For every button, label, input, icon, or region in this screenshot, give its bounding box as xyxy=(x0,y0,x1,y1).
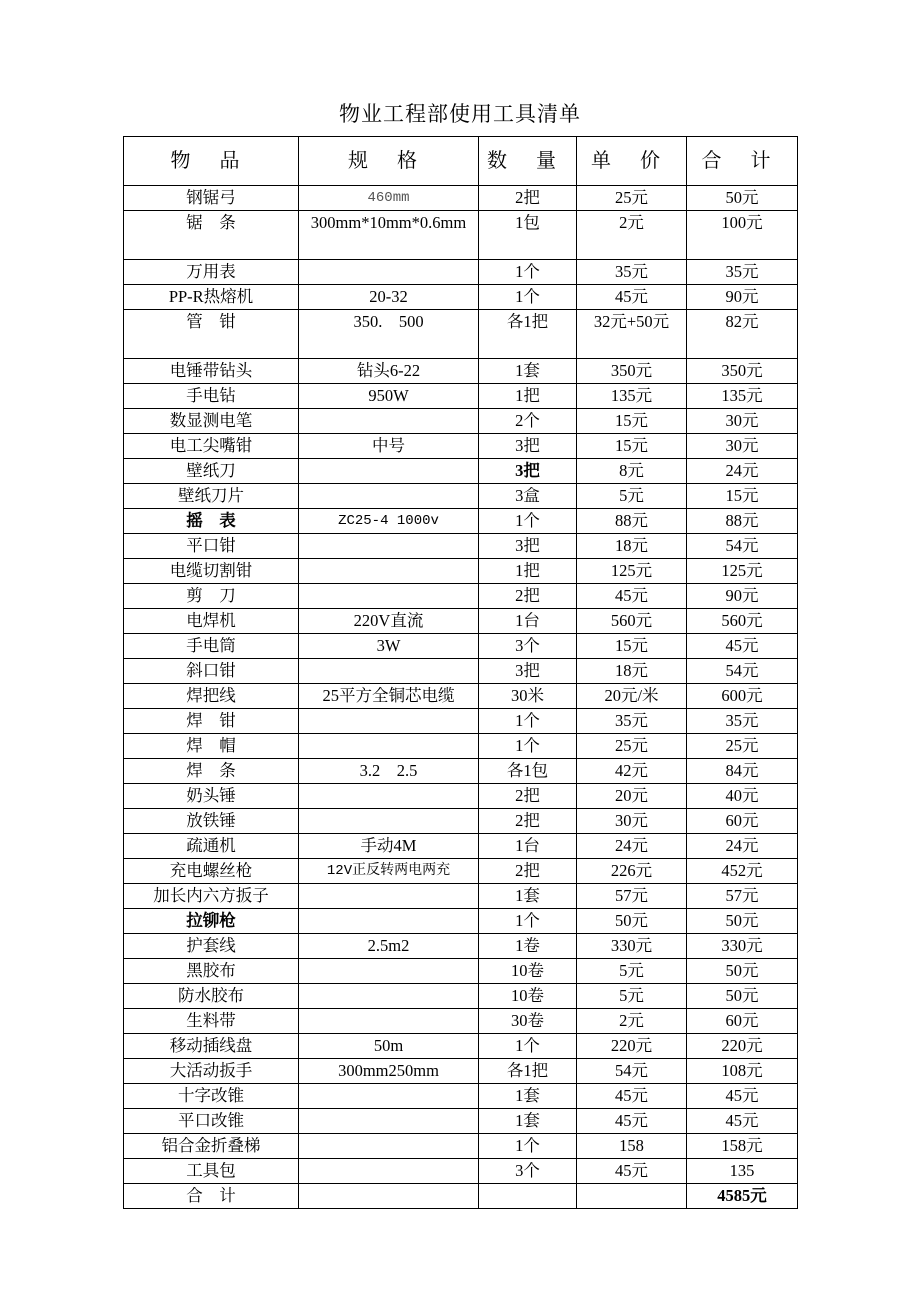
cell-qty: 1包 xyxy=(479,211,577,260)
cell-total: 90元 xyxy=(687,285,798,310)
cell-total: 560元 xyxy=(687,609,798,634)
cell-price: 350元 xyxy=(577,359,687,384)
cell-spec xyxy=(299,459,479,484)
cell-total: 88元 xyxy=(687,509,798,534)
cell-price: 35元 xyxy=(577,709,687,734)
table-row xyxy=(124,211,798,260)
cell-total: 50元 xyxy=(687,959,798,984)
table-row xyxy=(124,859,798,884)
cell-spec: 350. 500 xyxy=(299,310,479,359)
cell-name: 大活动扳手 xyxy=(124,1059,299,1084)
cell-spec xyxy=(299,1109,479,1134)
table-row xyxy=(124,434,798,459)
table-row xyxy=(124,709,798,734)
cell-price: 54元 xyxy=(577,1059,687,1084)
cell-total: 50元 xyxy=(687,984,798,1009)
cell-spec: 3W xyxy=(299,634,479,659)
cell-price: 35元 xyxy=(577,260,687,285)
cell-name: 电锤带钻头 xyxy=(124,359,299,384)
table-row xyxy=(124,684,798,709)
table-row xyxy=(124,1034,798,1059)
header-item: 物 品 xyxy=(124,137,299,186)
cell-price: 15元 xyxy=(577,434,687,459)
table-row xyxy=(124,959,798,984)
page-title: 物业工程部使用工具清单 xyxy=(339,102,581,126)
cell-name: 万用表 xyxy=(124,260,299,285)
cell-qty: 1套 xyxy=(479,1084,577,1109)
table-row xyxy=(124,834,798,859)
cell-spec xyxy=(299,784,479,809)
cell-name: 钢锯弓 xyxy=(124,186,299,211)
cell-qty: 1套 xyxy=(479,359,577,384)
cell-price: 25元 xyxy=(577,734,687,759)
cell-qty: 1个 xyxy=(479,1034,577,1059)
cell-price: 226元 xyxy=(577,859,687,884)
cell-spec xyxy=(299,884,479,909)
cell-name: 防水胶布 xyxy=(124,984,299,1009)
cell-total: 84元 xyxy=(687,759,798,784)
cell-price: 15元 xyxy=(577,409,687,434)
cell-name: 焊 帽 xyxy=(124,734,299,759)
cell-price: 5元 xyxy=(577,984,687,1009)
cell-price: 45元 xyxy=(577,1159,687,1184)
cell-spec xyxy=(299,984,479,1009)
summary-empty-cell xyxy=(299,1184,479,1209)
cell-price: 8元 xyxy=(577,459,687,484)
header-quantity: 数 量 xyxy=(479,137,577,186)
cell-qty: 1个 xyxy=(479,285,577,310)
cell-total: 24元 xyxy=(687,459,798,484)
cell-qty: 1个 xyxy=(479,734,577,759)
cell-qty: 1把 xyxy=(479,384,577,409)
table-row xyxy=(124,734,798,759)
table-row xyxy=(124,260,798,285)
cell-spec: 手动4M xyxy=(299,834,479,859)
table-row xyxy=(124,186,798,211)
cell-total: 50元 xyxy=(687,909,798,934)
header-row xyxy=(124,137,798,186)
cell-name: 疏通机 xyxy=(124,834,299,859)
cell-name: 生料带 xyxy=(124,1009,299,1034)
cell-name: 剪 刀 xyxy=(124,584,299,609)
cell-name: 电工尖嘴钳 xyxy=(124,434,299,459)
cell-spec: 950W xyxy=(299,384,479,409)
cell-price: 5元 xyxy=(577,959,687,984)
cell-name: 加长内六方扳子 xyxy=(124,884,299,909)
table-row xyxy=(124,634,798,659)
cell-qty: 各1包 xyxy=(479,759,577,784)
cell-total: 30元 xyxy=(687,409,798,434)
summary-empty-cell xyxy=(479,1184,577,1209)
cell-total: 452元 xyxy=(687,859,798,884)
table-row xyxy=(124,984,798,1009)
cell-spec: 2.5m2 xyxy=(299,934,479,959)
cell-total: 60元 xyxy=(687,1009,798,1034)
table-row xyxy=(124,809,798,834)
cell-spec: 50m xyxy=(299,1034,479,1059)
table-row xyxy=(124,1134,798,1159)
cell-total: 350元 xyxy=(687,359,798,384)
cell-spec: 25平方全铜芯电缆 xyxy=(299,684,479,709)
cell-name: PP-R热熔机 xyxy=(124,285,299,310)
table-row xyxy=(124,784,798,809)
header-unit-price: 单 价 xyxy=(577,137,687,186)
cell-qty: 1套 xyxy=(479,884,577,909)
table-row xyxy=(124,934,798,959)
cell-total: 40元 xyxy=(687,784,798,809)
cell-price: 20元 xyxy=(577,784,687,809)
table-row xyxy=(124,659,798,684)
cell-total: 45元 xyxy=(687,1109,798,1134)
cell-total: 57元 xyxy=(687,884,798,909)
cell-spec: 中号 xyxy=(299,434,479,459)
cell-total: 158元 xyxy=(687,1134,798,1159)
table-row xyxy=(124,609,798,634)
cell-spec xyxy=(299,659,479,684)
cell-name: 数显测电笔 xyxy=(124,409,299,434)
table-row xyxy=(124,1159,798,1184)
cell-price: 32元+50元 xyxy=(577,310,687,359)
table-row xyxy=(124,285,798,310)
cell-spec xyxy=(299,909,479,934)
cell-qty: 1套 xyxy=(479,1109,577,1134)
cell-total: 100元 xyxy=(687,211,798,260)
cell-spec xyxy=(299,1009,479,1034)
cell-total: 30元 xyxy=(687,434,798,459)
cell-name: 护套线 xyxy=(124,934,299,959)
cell-price: 45元 xyxy=(577,1084,687,1109)
cell-qty: 3把 xyxy=(479,534,577,559)
cell-name: 手电筒 xyxy=(124,634,299,659)
table-row xyxy=(124,359,798,384)
cell-qty: 2把 xyxy=(479,809,577,834)
table-row xyxy=(124,559,798,584)
header-spec: 规 格 xyxy=(299,137,479,186)
cell-total: 15元 xyxy=(687,484,798,509)
cell-total: 35元 xyxy=(687,260,798,285)
table-row xyxy=(124,909,798,934)
table-row xyxy=(124,534,798,559)
cell-qty: 1个 xyxy=(479,709,577,734)
table-row xyxy=(124,759,798,784)
cell-name: 壁纸刀 xyxy=(124,459,299,484)
cell-spec xyxy=(299,734,479,759)
cell-qty: 3把 xyxy=(479,434,577,459)
table-row xyxy=(124,384,798,409)
cell-name: 焊把线 xyxy=(124,684,299,709)
cell-qty: 2把 xyxy=(479,584,577,609)
cell-name: 工具包 xyxy=(124,1159,299,1184)
cell-spec xyxy=(299,484,479,509)
cell-qty: 30卷 xyxy=(479,1009,577,1034)
cell-name: 管 钳 xyxy=(124,310,299,359)
cell-name: 放铁锤 xyxy=(124,809,299,834)
cell-price: 50元 xyxy=(577,909,687,934)
cell-price: 18元 xyxy=(577,534,687,559)
cell-qty: 10卷 xyxy=(479,984,577,1009)
cell-spec xyxy=(299,1159,479,1184)
cell-total: 24元 xyxy=(687,834,798,859)
cell-total: 125元 xyxy=(687,559,798,584)
cell-qty: 2个 xyxy=(479,409,577,434)
cell-qty: 1把 xyxy=(479,559,577,584)
table-row xyxy=(124,584,798,609)
cell-price: 135元 xyxy=(577,384,687,409)
cell-price: 125元 xyxy=(577,559,687,584)
summary-row xyxy=(124,1184,798,1209)
cell-name: 黑胶布 xyxy=(124,959,299,984)
cell-price: 25元 xyxy=(577,186,687,211)
cell-spec: 460mm xyxy=(299,186,479,211)
cell-qty: 10卷 xyxy=(479,959,577,984)
cell-price: 24元 xyxy=(577,834,687,859)
cell-total: 54元 xyxy=(687,534,798,559)
cell-qty: 1个 xyxy=(479,1134,577,1159)
table-row xyxy=(124,310,798,359)
cell-qty: 3盒 xyxy=(479,484,577,509)
cell-spec: 220V直流 xyxy=(299,609,479,634)
cell-name: 平口改锥 xyxy=(124,1109,299,1134)
cell-name: 锯 条 xyxy=(124,211,299,260)
cell-price: 2元 xyxy=(577,1009,687,1034)
cell-price: 42元 xyxy=(577,759,687,784)
cell-spec xyxy=(299,1084,479,1109)
cell-total: 90元 xyxy=(687,584,798,609)
summary-total: 4585元 xyxy=(687,1184,798,1209)
cell-price: 88元 xyxy=(577,509,687,534)
cell-total: 108元 xyxy=(687,1059,798,1084)
cell-qty: 3个 xyxy=(479,1159,577,1184)
cell-qty: 3把 xyxy=(479,459,577,484)
cell-name: 焊 条 xyxy=(124,759,299,784)
cell-name: 电缆切割钳 xyxy=(124,559,299,584)
cell-total: 135元 xyxy=(687,384,798,409)
cell-spec xyxy=(299,959,479,984)
summary-label: 合 计 xyxy=(124,1184,299,1209)
table-row xyxy=(124,409,798,434)
cell-price: 2元 xyxy=(577,211,687,260)
cell-qty: 1个 xyxy=(479,909,577,934)
cell-price: 560元 xyxy=(577,609,687,634)
cell-name: 十字改锥 xyxy=(124,1084,299,1109)
cell-spec xyxy=(299,809,479,834)
table-row xyxy=(124,1059,798,1084)
cell-total: 45元 xyxy=(687,634,798,659)
table-row xyxy=(124,1084,798,1109)
cell-spec: 钻头6-22 xyxy=(299,359,479,384)
cell-qty: 3个 xyxy=(479,634,577,659)
cell-spec xyxy=(299,534,479,559)
cell-total: 25元 xyxy=(687,734,798,759)
cell-total: 220元 xyxy=(687,1034,798,1059)
cell-qty: 1卷 xyxy=(479,934,577,959)
cell-price: 18元 xyxy=(577,659,687,684)
cell-spec xyxy=(299,409,479,434)
cell-name: 拉铆枪 xyxy=(124,909,299,934)
cell-price: 15元 xyxy=(577,634,687,659)
cell-price: 45元 xyxy=(577,1109,687,1134)
cell-qty: 1台 xyxy=(479,834,577,859)
cell-name: 斜口钳 xyxy=(124,659,299,684)
cell-qty: 30米 xyxy=(479,684,577,709)
cell-qty: 1台 xyxy=(479,609,577,634)
cell-spec xyxy=(299,260,479,285)
table-row xyxy=(124,459,798,484)
cell-price: 158 xyxy=(577,1134,687,1159)
cell-spec: 300mm*10mm*0.6mm xyxy=(299,211,479,260)
cell-name: 铝合金折叠梯 xyxy=(124,1134,299,1159)
cell-name: 平口钳 xyxy=(124,534,299,559)
cell-total: 45元 xyxy=(687,1084,798,1109)
cell-name: 手电钻 xyxy=(124,384,299,409)
cell-name: 移动插线盘 xyxy=(124,1034,299,1059)
cell-price: 45元 xyxy=(577,584,687,609)
cell-spec xyxy=(299,709,479,734)
cell-spec: 3.2 2.5 xyxy=(299,759,479,784)
summary-empty-cell xyxy=(577,1184,687,1209)
cell-qty: 各1把 xyxy=(479,1059,577,1084)
cell-price: 220元 xyxy=(577,1034,687,1059)
cell-spec: 20-32 xyxy=(299,285,479,310)
cell-total: 54元 xyxy=(687,659,798,684)
cell-spec: 300mm250mm xyxy=(299,1059,479,1084)
cell-price: 45元 xyxy=(577,285,687,310)
cell-spec xyxy=(299,1134,479,1159)
cell-total: 50元 xyxy=(687,186,798,211)
cell-name: 焊 钳 xyxy=(124,709,299,734)
cell-price: 30元 xyxy=(577,809,687,834)
cell-name: 充电螺丝枪 xyxy=(124,859,299,884)
cell-qty: 各1把 xyxy=(479,310,577,359)
cell-spec xyxy=(299,584,479,609)
table-row xyxy=(124,1009,798,1034)
cell-name: 摇 表 xyxy=(124,509,299,534)
cell-qty: 2把 xyxy=(479,186,577,211)
table-row xyxy=(124,509,798,534)
cell-spec xyxy=(299,559,479,584)
cell-total: 330元 xyxy=(687,934,798,959)
cell-price: 20元/米 xyxy=(577,684,687,709)
cell-name: 奶头锤 xyxy=(124,784,299,809)
cell-qty: 2把 xyxy=(479,784,577,809)
cell-spec: ZC25-4 1000v xyxy=(299,509,479,534)
header-total: 合 计 xyxy=(687,137,798,186)
cell-price: 57元 xyxy=(577,884,687,909)
cell-total: 135 xyxy=(687,1159,798,1184)
cell-qty: 3把 xyxy=(479,659,577,684)
cell-qty: 1个 xyxy=(479,260,577,285)
cell-total: 82元 xyxy=(687,310,798,359)
cell-qty: 1个 xyxy=(479,509,577,534)
cell-name: 电焊机 xyxy=(124,609,299,634)
cell-name: 壁纸刀片 xyxy=(124,484,299,509)
cell-total: 35元 xyxy=(687,709,798,734)
cell-price: 5元 xyxy=(577,484,687,509)
table-row xyxy=(124,484,798,509)
table-row xyxy=(124,1109,798,1134)
tool-list-table xyxy=(123,136,798,1209)
cell-qty: 2把 xyxy=(479,859,577,884)
cell-total: 600元 xyxy=(687,684,798,709)
table-row xyxy=(124,884,798,909)
cell-total: 60元 xyxy=(687,809,798,834)
cell-spec: 12V正反转两电两充 xyxy=(299,859,479,884)
cell-price: 330元 xyxy=(577,934,687,959)
